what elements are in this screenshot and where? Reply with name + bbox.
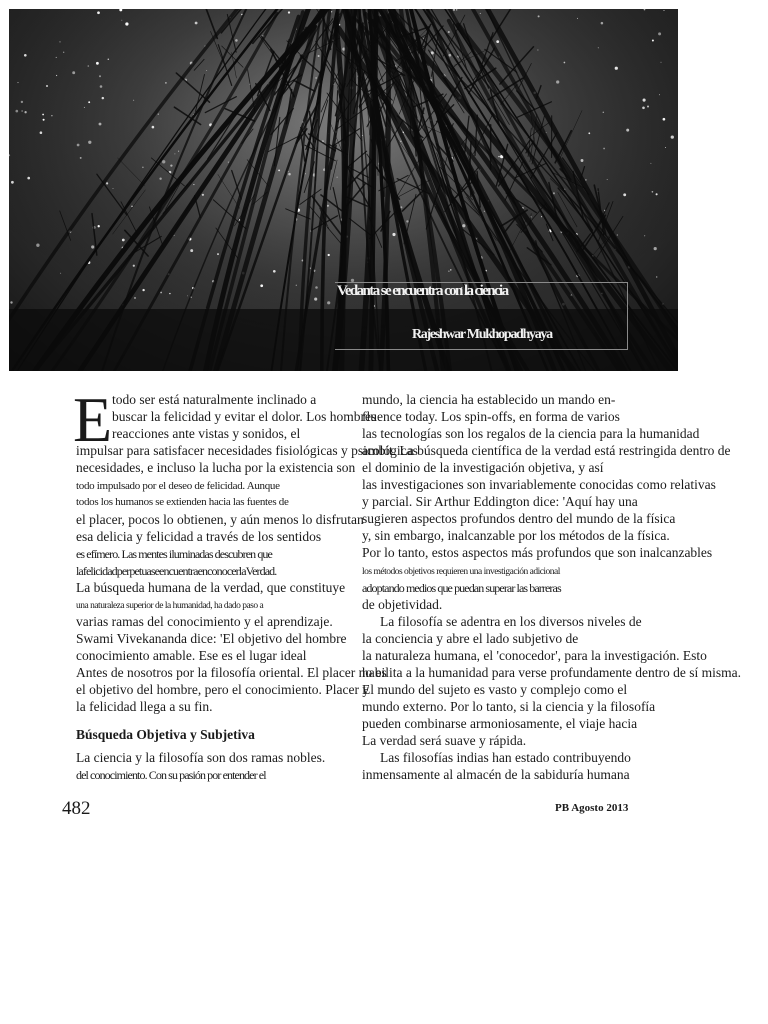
body-line: el placer, pocos lo obtienen, y aún menos lo disfrutan — [76, 512, 364, 527]
article-author: Rajeshwar Mukhopadhyaya — [412, 327, 552, 342]
body-line: esa delicia y felicidad a través de los sentidos — [76, 529, 322, 544]
body-line: es efímero. Las mentes iluminadas descubren que — [76, 547, 272, 561]
body-line: del conocimiento. Con su pasión por entender el — [76, 768, 266, 782]
body-line: La búsqueda humana de la verdad, que constituye — [76, 580, 346, 595]
body-line: varias ramas del conocimiento y el aprendizaje. — [76, 614, 333, 629]
body-line: mundo, la ciencia ha establecido un mando en- — [362, 392, 616, 407]
body-line: adoptando medios que puedan superar las barreras — [362, 581, 561, 595]
body-line: buscar la felicidad y evitar el dolor. Los hombres — [112, 409, 377, 424]
body-line: inmensamente al almacén de la sabiduría humana — [362, 767, 630, 782]
body-line: de objetividad. — [362, 597, 443, 612]
body-line: impulsar para satisfacer necesidades fisiológicas y psicológicas — [76, 443, 418, 458]
body-line: Las filosofías indias han estado contribuyendo — [380, 750, 631, 765]
body-line: Antes de nosotros por la filosofía oriental. El placer no es — [76, 665, 387, 680]
body-line: sugieren aspectos profundos dentro del mundo de la física — [362, 511, 676, 526]
body-line: y parcial. Sir Arthur Eddington dice: 'Aquí hay una — [362, 494, 638, 509]
body-line: Swami Vivekananda dice: 'El objetivo del hombre — [76, 631, 347, 646]
body-line: reacciones ante vistas y sonidos, el — [112, 426, 301, 441]
body-line: La verdad será suave y rápida. — [362, 733, 527, 748]
body-line: las investigaciones son invariablemente conocidas como relativas — [362, 477, 716, 492]
article-title: Vedanta se encuentra con la ciencia — [337, 283, 508, 299]
body-line: lafelicidadperpetuaseencuentraenconocerlaVerdad. — [76, 564, 277, 578]
body-line: la naturaleza humana, el 'conocedor', para la investigación. Esto — [362, 648, 707, 663]
body-line: conocimiento amable. Ese es el lugar ideal — [76, 648, 307, 663]
body-line: Por lo tanto, estos aspectos más profundos que son inalcanzables — [362, 545, 713, 560]
body-line: los métodos objetivos requieren una investigación adicional — [362, 567, 560, 577]
body-line: todos los humanos se extienden hacia las fuentes de — [76, 496, 289, 508]
page-number: 482 — [62, 798, 91, 819]
body-line: habilita a la humanidad para verse profundamente dentro de sí misma. — [362, 665, 741, 680]
body-line: ambit. La búsqueda científica de la verdad está restringida dentro de — [362, 443, 731, 458]
body-line: una naturaleza superior de la humanidad, ha dado paso a — [76, 601, 264, 611]
body-line: pueden combinarse armoniosamente, el viaje hacia — [362, 716, 638, 731]
body-line: La filosofía se adentra en los diversos niveles de — [380, 614, 642, 629]
body-line: y, sin embargo, inalcanzable por los métodos de la física. — [362, 528, 670, 543]
drop-cap: E — [73, 384, 113, 455]
body-line: el objetivo del hombre, pero el conocimiento. Placer y — [76, 682, 370, 697]
body-line: todo ser está naturalmente inclinado a — [112, 392, 317, 407]
section-heading: Búsqueda Objetiva y Subjetiva — [76, 727, 255, 742]
body-line: la felicidad llega a su fin. — [76, 699, 213, 714]
issue-label: PB Agosto 2013 — [555, 802, 629, 814]
body-line: necesidades, e incluso la lucha por la existencia son — [76, 460, 356, 475]
body-line: las tecnologías son los regalos de la ciencia para la humanidad — [362, 426, 700, 441]
body-line: mundo externo. Por lo tanto, si la ciencia y la filosofía — [362, 699, 656, 714]
body-line: el dominio de la investigación objetiva, y así — [362, 460, 604, 475]
body-line: todo impulsado por el deseo de felicidad. Aunque — [76, 480, 280, 492]
body-line: El mundo del sujeto es vasto y complejo como el — [362, 682, 628, 697]
body-line: La ciencia y la filosofía son dos ramas nobles. — [76, 750, 326, 765]
body-line: fluence today. Los spin-offs, en forma de varios — [362, 409, 620, 424]
body-line: la conciencia y abre el lado subjetivo de — [362, 631, 579, 646]
